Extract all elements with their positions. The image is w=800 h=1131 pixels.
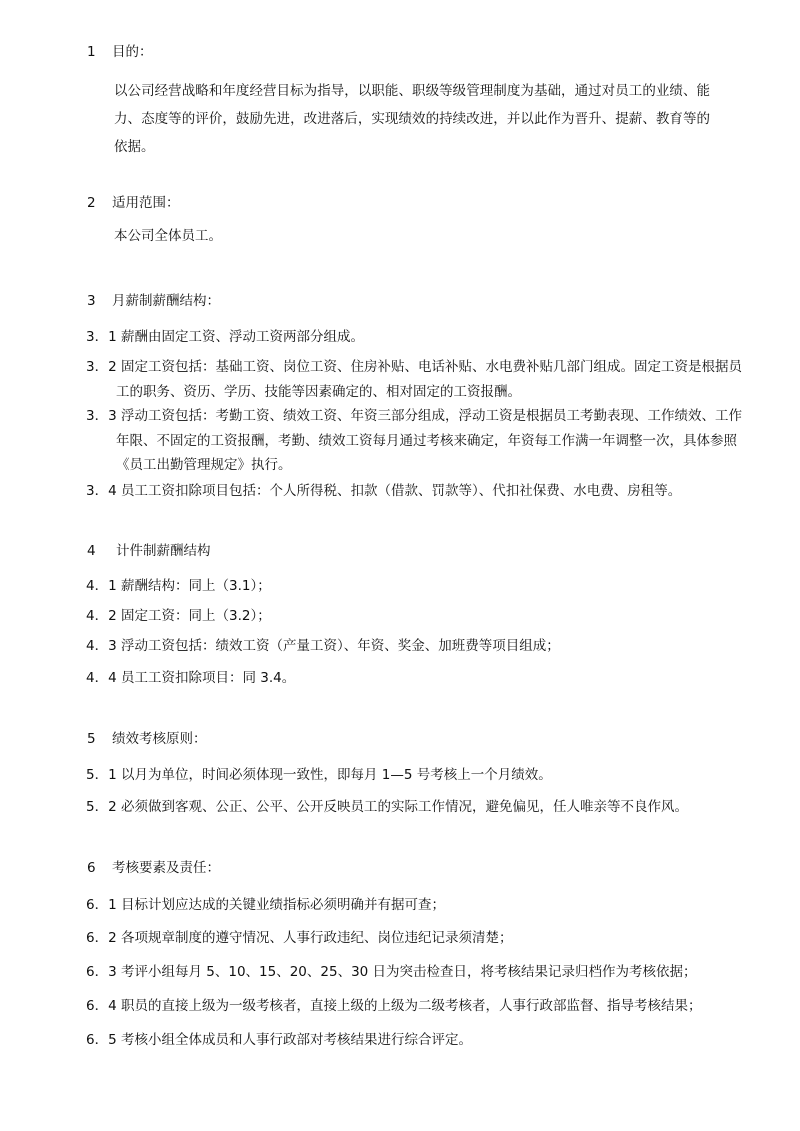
section-3-number: 3 [87,293,96,309]
item-text: 固定工资：同上（3.2）； [120,608,271,624]
item-number: 4．3 [86,638,117,654]
item-number: 6．5 [86,1032,117,1048]
item-number: 3．3 [86,408,117,424]
item-number: 5．1 [86,767,117,783]
item-text: 浮动工资包括：考勤工资、绩效工资、年资三部分组成，浮动工资是根据员工考勤表现、工作绩效、工作年限、不固定的工资报酬，考勤、绩效工资每月通过考核来确定，年资每工作满一年调整一次，具体参照《员工出勤管理规定》执行。 [116,408,742,473]
list-item-5-1 [86,763,742,788]
list-item-6-3 [86,960,742,985]
item-number: 4．2 [86,608,117,624]
list-item-5-2 [86,795,742,820]
section-2-body: 本公司全体员工。 [114,228,222,244]
item-text: 以月为单位，时间必须体现一致性，即每月 1—5 号考核上一个月绩效。 [120,767,552,783]
section-5-number: 5 [87,731,96,747]
item-number: 5．2 [86,799,117,815]
item-text: 员工工资扣除项目包括：个人所得税、扣款（借款、罚款等）、代扣社保费、水电费、房租等。 [120,483,682,499]
list-item-4-2 [86,604,742,629]
item-number: 3．2 [86,359,117,375]
list-item-4-4 [86,666,742,691]
list-item-4-3 [86,634,742,659]
section-1-number: 1 [87,44,96,60]
item-text: 必须做到客观、公正、公平、公开反映员工的实际工作情况，避免偏见，任人唯亲等不良作风。 [120,799,688,815]
section-5-title: 绩效考核原则： [112,731,207,747]
list-item-3-2 [86,355,742,404]
section-2-title: 适用范围： [112,195,180,211]
item-text: 职员的直接上级为一级考核者，直接上级的上级为二级考核者，人事行政部监督、指导考核结果； [120,998,702,1014]
item-text: 各项规章制度的遵守情况、人事行政违纪、岗位违纪记录须清楚； [120,930,513,946]
section-2-number: 2 [87,195,96,211]
item-text: 考核小组全体成员和人事行政部对考核结果进行综合评定。 [120,1032,472,1048]
section-4-number: 4 [87,543,96,559]
item-number: 6．2 [86,930,117,946]
section-1-body: 以公司经营战略和年度经营目标为指导，以职能、职级等级管理制度为基础，通过对员工的业绩、能力、态度等的评价，鼓励先进，改进落后，实现绩效的持续改进，并以此作为晋升、提薪、教育等的依据。 [114,83,710,155]
section-6-number: 6 [87,860,96,876]
item-text: 固定工资包括：基础工资、岗位工资、住房补贴、电话补贴、水电费补贴几部门组成。固定工资是根据员工的职务、资历、学历、技能等因素确定的、相对固定的工资报酬。 [116,359,742,400]
section-6-title: 考核要素及责任： [112,860,220,876]
item-text: 考评小组每月 5、10、15、20、25、30 日为突击检查日，将考核结果记录归档作为考核依据； [120,964,697,980]
list-item-6-5 [86,1028,742,1053]
item-text: 目标计划应达成的关键业绩指标必须明确并有据可查； [120,897,445,913]
item-text: 员工工资扣除项目：同 3.4。 [120,670,296,686]
list-item-6-2 [86,926,742,951]
item-number: 4．4 [86,670,117,686]
item-number: 4．1 [86,578,117,594]
item-number: 3．1 [86,329,117,345]
item-number: 6．4 [86,998,117,1014]
list-item-3-4 [86,479,742,504]
list-item-6-4 [86,994,742,1019]
item-text: 薪酬结构：同上（3.1）； [120,578,271,594]
item-number: 6．1 [86,897,117,913]
list-item-3-1 [86,325,742,350]
list-item-6-1 [86,893,742,918]
section-1-title: 目的： [112,44,153,60]
item-number: 3．4 [86,483,117,499]
list-item-3-3 [86,404,742,478]
list-item-4-1 [86,574,742,599]
section-3-title: 月薪制薪酬结构： [112,293,220,309]
item-text: 浮动工资包括：绩效工资（产量工资）、年资、奖金、加班费等项目组成； [120,638,560,654]
item-number: 6．3 [86,964,117,980]
item-text: 薪酬由固定工资、浮动工资两部分组成。 [120,329,364,345]
section-4-title: 计件制薪酬结构 [116,543,211,559]
